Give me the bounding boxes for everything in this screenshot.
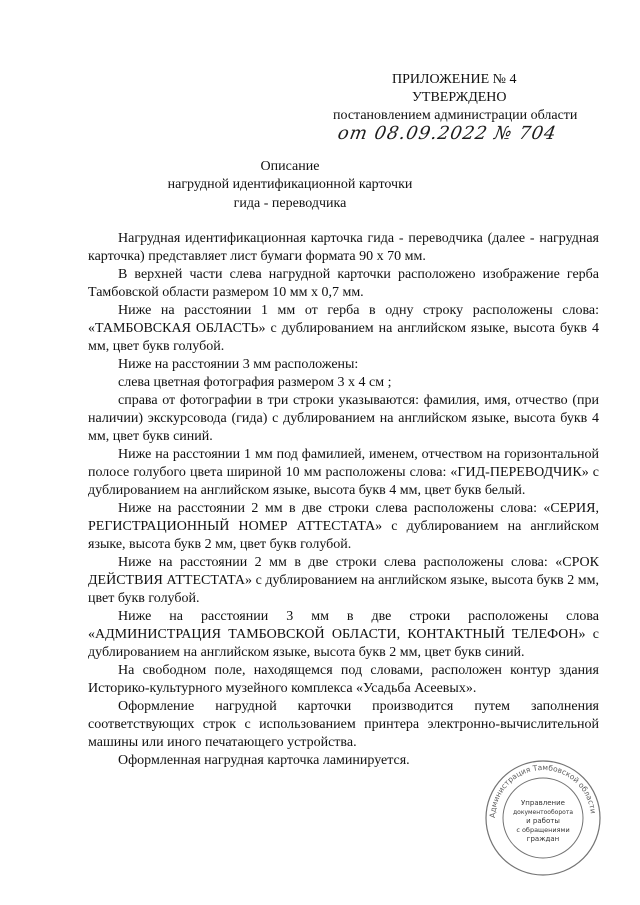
- paragraph: справа от фотографии в три строки указываются: фамилия, имя, отчество (при наличии) экскурсовода (гида) с дублированием на английском языке, высота букв 4 мм, цвет букв синий.: [88, 393, 599, 444]
- stamp-inner-5: граждан: [526, 835, 560, 843]
- paragraph: Оформление нагрудной карточки производится путем заполнения соответствующих строк с использованием принтера электронно-вычислительной машины или иного печатающего устройства.: [88, 699, 599, 750]
- stamp-inner-4: с обращениями: [516, 826, 570, 834]
- appendix-number: ПРИЛОЖЕНИЕ № 4: [392, 72, 517, 87]
- paragraph: Ниже на расстоянии 3 мм в две строки расположены слова «АДМИНИСТРАЦИЯ ТАМБОВСКОЙ ОБЛАСТИ, КОНТАКТНЫЙ ТЕЛЕФОН» с дублированием на английском языке, высота букв 2 мм, цвет букв синий.: [88, 609, 599, 660]
- paragraph: Ниже на расстоянии 1 мм под фамилией, именем, отчеством на горизонтальной полосе голубого цвета шириной 10 мм расположены слова: «ГИД-ПЕРЕВОДЧИК» с дублированием на английском языке, высота букв 4 мм, цвет букв белый.: [88, 447, 599, 498]
- resolution-line: постановлением администрации области: [333, 108, 578, 123]
- paragraph: В верхней части слева нагрудной карточки расположено изображение герба Тамбовской области размером 10 мм х 0,7 мм.: [88, 267, 599, 300]
- stamp-inner-1: Управление: [521, 799, 565, 807]
- paragraph: Ниже на расстоянии 3 мм расположены:: [118, 357, 359, 372]
- paragraph: Нагрудная идентификационная карточка гида - переводчика (далее - нагрудная карточка) представляет лист бумаги формата 90 х 70 мм.: [88, 231, 599, 264]
- doc-title-line-3: гида - переводчика: [233, 196, 347, 211]
- stamp-ring-text: Администрация Тамбовской области: [487, 762, 598, 819]
- doc-title-line-2: нагрудной идентификационной карточки: [167, 177, 413, 192]
- stamp-inner-3: и работы: [526, 817, 560, 825]
- paragraph: слева цветная фотография размером 3 х 4 см ;: [118, 375, 392, 390]
- approved-label: УТВЕРЖДЕНО: [412, 90, 507, 105]
- paragraph: Ниже на расстоянии 1 мм от герба в одну строку расположены слова: «ТАМБОВСКАЯ ОБЛАСТЬ» с дублированием на английском языке, высота букв 4 мм, цвет букв голубой.: [88, 303, 599, 354]
- doc-title-line-1: Описание: [260, 159, 320, 174]
- official-stamp: [483, 758, 603, 878]
- paragraph: На свободном поле, находящемся под словами, расположен контур здания Историко-культурного музейного комплекса «Усадьба Асеевых».: [88, 663, 599, 696]
- paragraph: Ниже на расстоянии 2 мм в две строки слева расположены слова: «СРОК ДЕЙСТВИЯ АТТЕСТАТА» с дублированием на английском языке, высота букв 2 мм, цвет букв голубой.: [88, 555, 599, 606]
- stamp-inner-2: документооборота: [513, 809, 573, 816]
- document-body: [88, 230, 599, 770]
- paragraph: Ниже на расстоянии 2 мм в две строки слева расположены слова: «СЕРИЯ, РЕГИСТРАЦИОННЫЙ НОМЕР АТТЕСТАТА» с дублированием на английском языке, высота букв 2 мм, цвет букв голубой.: [88, 501, 599, 552]
- handwritten-date-number: от 08.09.2022 № 704: [336, 123, 559, 144]
- paragraph: Оформленная нагрудная карточка ламинируется.: [118, 753, 410, 768]
